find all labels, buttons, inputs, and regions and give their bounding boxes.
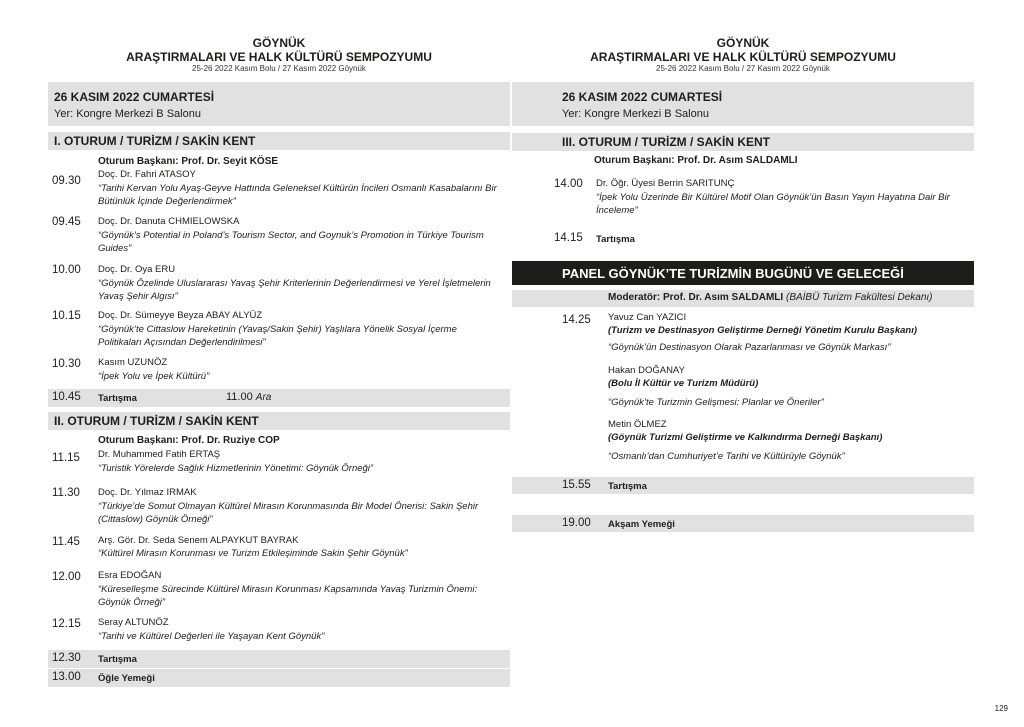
- talk-time: 09.30: [52, 175, 81, 187]
- dinner-time: 19.00: [562, 517, 591, 529]
- talk-title: “Küreselleşme Sürecinde Kültürel Mirasın Korunması Kapsamında Yavaş Turizmin Önemi: Göynük Örneği”: [98, 584, 478, 608]
- left-page: [48, 0, 510, 684]
- panelist-affiliation: (Bolu İl Kültür ve Turizm Müdürü): [608, 378, 759, 389]
- session-title: III. OTURUM / TURİZM / SAKİN KENT: [562, 135, 770, 149]
- talk-speaker: Seray ALTUNÖZ: [98, 617, 169, 628]
- panelist-name: Yavuz Can YAZICI: [608, 312, 687, 323]
- panelist-affiliation: (Göynük Turizmi Geliştirme ve Kalkındırma Derneği Başkanı): [608, 432, 883, 443]
- talk-title: “Tarihi ve Kültürel Değerleri ile Yaşayan Kent Göynük”: [98, 631, 325, 642]
- session-chair: Oturum Başkanı: Prof. Dr. Asım SALDAMLI: [594, 155, 798, 166]
- panel-title: PANEL GÖYNÜK’TE TURİZMİN BUGÜNÜ VE GELECEĞİ: [562, 266, 904, 281]
- discussion-time: 12.30: [52, 652, 81, 664]
- header-line2: ARAŞTIRMALARI VE HALK KÜLTÜRÜ SEMPOZYUMU: [590, 50, 896, 64]
- talk-speaker: Doç. Dr. Fahri ATASOY: [98, 169, 196, 180]
- discussion-time: 10.45: [52, 391, 81, 403]
- talk-title: “Göynük’te Cittaslow Hareketinin (Yavaş/Sakin Şehir) Yaşlılara Yönelik Sosyal İçerme Politikaları Açısından Değerlendirilmesi”: [98, 324, 457, 348]
- talk-time: 11.30: [52, 487, 80, 499]
- day-title: 26 KASIM 2022 CUMARTESİ: [54, 90, 215, 104]
- talk-title: “Turistik Yörelerde Sağlık Hizmetlerinin Yönetimi: Göynük Örneği”: [98, 463, 374, 474]
- panelist-title: “Osmanlı’dan Cumhuriyet’e Tarihi ve Kültürüyle Göynük”: [608, 451, 845, 462]
- page-number: 129: [994, 704, 1008, 713]
- talk-title: “Göynük Özelinde Uluslararası Yavaş Şehir Kriterlerinin Değerlendirmesi ve Yerel İşletmelerin Yavaş Şehir Algısı”: [98, 278, 491, 302]
- session-chair: Oturum Başkanı: Prof. Dr. Ruziye COP: [98, 435, 280, 446]
- panelist-name: Metin ÖLMEZ: [608, 419, 667, 430]
- panelist-title: “Göynük’te Turizmin Gelişmesi: Planlar ve Öneriler”: [608, 397, 824, 408]
- talk-time: 11.45: [52, 536, 80, 548]
- break-label: Ara: [255, 392, 272, 403]
- break-time: 11.00: [226, 391, 253, 403]
- talk-time: 11.15: [52, 452, 80, 464]
- talk-time: 10.00: [52, 264, 81, 276]
- talk-title: “Tarihi Kervan Yolu Ayaş-Geyve Hattında Geleneksel Kültürün İncileri Osmanlı Kasabalarını Bir Bütünlük İçinde Değerlendirmek”: [98, 183, 497, 207]
- discussion-label: Tartışma: [98, 654, 137, 665]
- location: Yer: Kongre Merkezi B Salonu: [54, 108, 201, 120]
- moderator: [608, 292, 933, 303]
- talk-speaker: Arş. Gör. Dr. Seda Senem ALPAYKUT BAYRAK: [98, 535, 299, 546]
- talk-speaker: Dr. Muhammed Fatih ERTAŞ: [98, 449, 221, 460]
- talk-time: 10.15: [52, 310, 81, 322]
- discussion-label: Tartışma: [98, 393, 137, 404]
- talk-speaker: Doç. Dr. Oya ERU: [98, 264, 176, 275]
- talk-speaker: Doç. Dr. Danuta CHMIELOWSKA: [98, 216, 240, 227]
- lunch-time: 13.00: [52, 671, 81, 683]
- talk-time: 10.30: [52, 358, 81, 370]
- talk-title: “Kültürel Mirasın Korunması ve Turizm Etkileşiminde Sakin Şehir Göynük”: [98, 548, 408, 559]
- talk-title: “Türkiye’de Somut Olmayan Kültürel Mirasın Korunmasında Bir Model Önerisi: Sakin Şehir (Cittaslow) Göynük Örneği”: [98, 501, 479, 525]
- right-page: [512, 0, 974, 530]
- location: Yer: Kongre Merkezi B Salonu: [562, 108, 709, 120]
- talk-title: “İpek Yolu ve İpek Kültürü”: [98, 371, 210, 382]
- talk-title: “Göynük’s Potential in Poland’s Tourism Sector, and Goynuk’s Promotion in Türkiye Tourism Guides”: [98, 230, 484, 254]
- panelist-name: Hakan DOĞANAY: [608, 365, 685, 376]
- panelist-affiliation: (Turizm ve Destinasyon Geliştirme Derneği Yönetim Kurulu Başkanı): [608, 325, 918, 336]
- session-title: II. OTURUM / TURİZM / SAKİN KENT: [54, 414, 259, 428]
- talk-speaker: Doç. Dr. Sümeyye Beyza ABAY ALYÜZ: [98, 310, 263, 321]
- session-chair: Oturum Başkanı: Prof. Dr. Seyit KÖSE: [98, 156, 279, 167]
- moderator-name: Moderatör: Prof. Dr. Asım SALDAMLI: [608, 292, 784, 303]
- discussion-label: Tartışma: [596, 234, 635, 245]
- left-header: [48, 0, 510, 80]
- talk-time: 14.00: [554, 178, 583, 190]
- break-item: [226, 391, 271, 403]
- panelist-title: “Göynük’ün Destinasyon Olarak Pazarlanması ve Göynük Markası”: [608, 342, 891, 353]
- discussion-time: 14.15: [554, 232, 583, 244]
- discussion-label: Tartışma: [608, 481, 647, 492]
- lunch-label: Öğle Yemeği: [98, 673, 155, 684]
- day-title: 26 KASIM 2022 CUMARTESİ: [562, 90, 723, 104]
- dinner-label: Akşam Yemeği: [608, 519, 675, 530]
- moderator-affiliation: (BAİBÜ Turizm Fakültesi Dekanı): [785, 292, 933, 303]
- header-line1: GÖYNÜK: [716, 36, 770, 50]
- talk-speaker: Kasım UZUNÖZ: [98, 357, 168, 368]
- panel-time: 14.25: [562, 314, 591, 326]
- discussion-time: 15.55: [562, 479, 591, 491]
- session-title: I. OTURUM / TURİZM / SAKİN KENT: [54, 134, 256, 148]
- header-line3: 25-26 2022 Kasım Bolu / 27 Kasım 2022 Göynük: [192, 64, 366, 73]
- talk-title: “İpek Yolu Üzerinde Bir Kültürel Motif Olan Göynük’ün Basın Yayın Hayatına Dair Bir İnceleme”: [596, 192, 950, 216]
- right-header: [512, 0, 974, 80]
- talk-time: 09.45: [52, 216, 81, 228]
- talk-speaker: Doç. Dr. Yılmaz IRMAK: [98, 487, 197, 498]
- talk-speaker: Esra EDOĞAN: [98, 570, 162, 581]
- talk-time: 12.15: [52, 618, 81, 630]
- header-line1: GÖYNÜK: [252, 36, 306, 50]
- talk-speaker: Dr. Öğr. Üyesi Berrin SARITUNÇ: [596, 178, 735, 189]
- header-line3: 25-26 2022 Kasım Bolu / 27 Kasım 2022 Göynük: [656, 64, 830, 73]
- talk-time: 12.00: [52, 571, 81, 583]
- header-line2: ARAŞTIRMALARI VE HALK KÜLTÜRÜ SEMPOZYUMU: [126, 50, 432, 64]
